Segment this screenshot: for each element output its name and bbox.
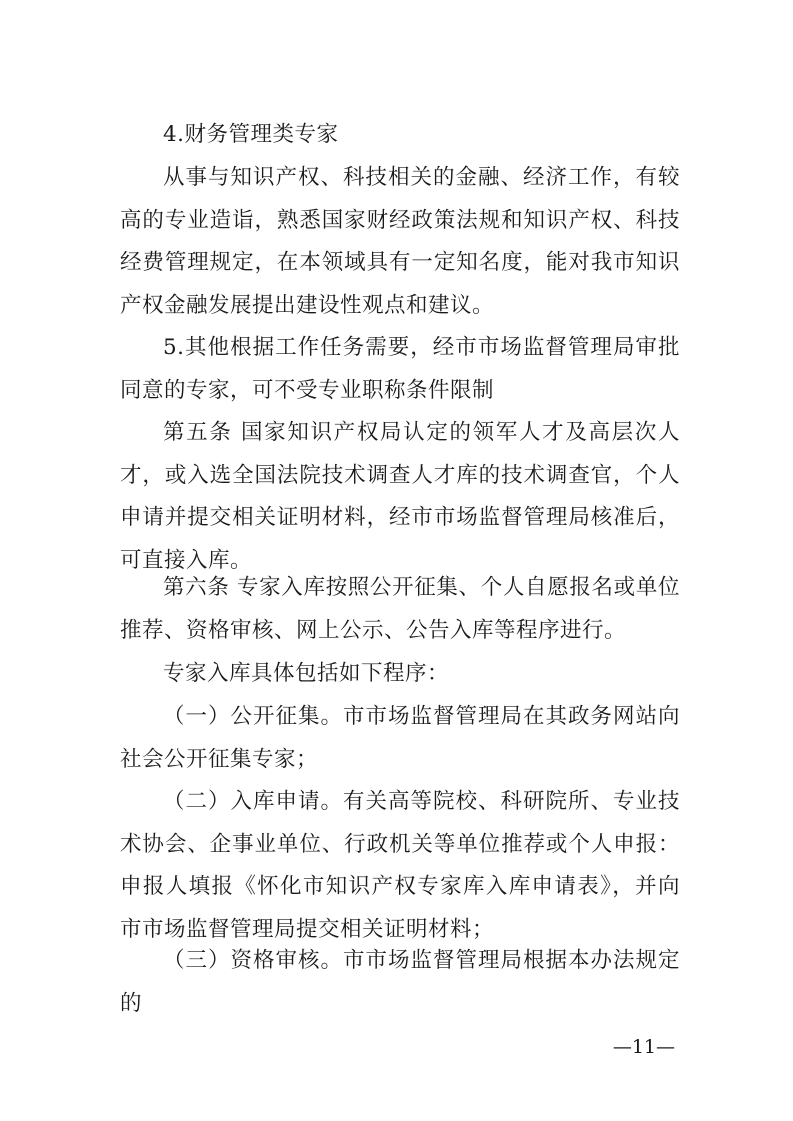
paragraph-financial-experts-desc: 从事与知识产权、科技相关的金融、经济工作，有较高的专业造诣，熟悉国家财经政策法规和知识产权、科技经费管理规定，在本领域具有一定知名度，能对我市知识产权金融发展提出建设性观点和建议。 bbox=[120, 165, 680, 318]
paragraph-financial-experts-heading: 4.财务管理类专家 bbox=[163, 122, 339, 147]
paragraph-step-1: （一）公开征集。市市场监督管理局在其政务网站向社会公开征集专家； bbox=[120, 704, 680, 772]
page-number: —11— bbox=[612, 1036, 675, 1058]
paragraph-step-2: （二）入库申请。有关高等院校、科研院所、专业技术协会、企事业单位、行政机关等单位推荐或个人申报：申报人填报《怀化市知识产权专家库入库申请表》，并向市市场监督管理局提交相关证明材料； bbox=[120, 789, 680, 942]
paragraph-procedure-intro: 专家入库具体包括如下程序： bbox=[163, 661, 450, 686]
paragraph-article-5: 第五条 国家知识产权局认定的领军人才及高层次人才，或入选全国法院技术调查人才库的技术调查官，个人申请并提交相关证明材料，经市市场监督管理局核准后，可直接入库。 bbox=[120, 420, 680, 573]
paragraph-article-6: 第六条 专家入库按照公开征集、个人自愿报名或单位推荐、资格审核、网上公示、公告入库等程序进行。 bbox=[120, 575, 680, 643]
paragraph-step-3: （三）资格审核。市市场监督管理局根据本办法规定的 bbox=[120, 948, 680, 1016]
paragraph-other-experts: 5.其他根据工作任务需要，经市市场监督管理局审批同意的专家，可不受专业职称条件限制 bbox=[120, 335, 680, 403]
